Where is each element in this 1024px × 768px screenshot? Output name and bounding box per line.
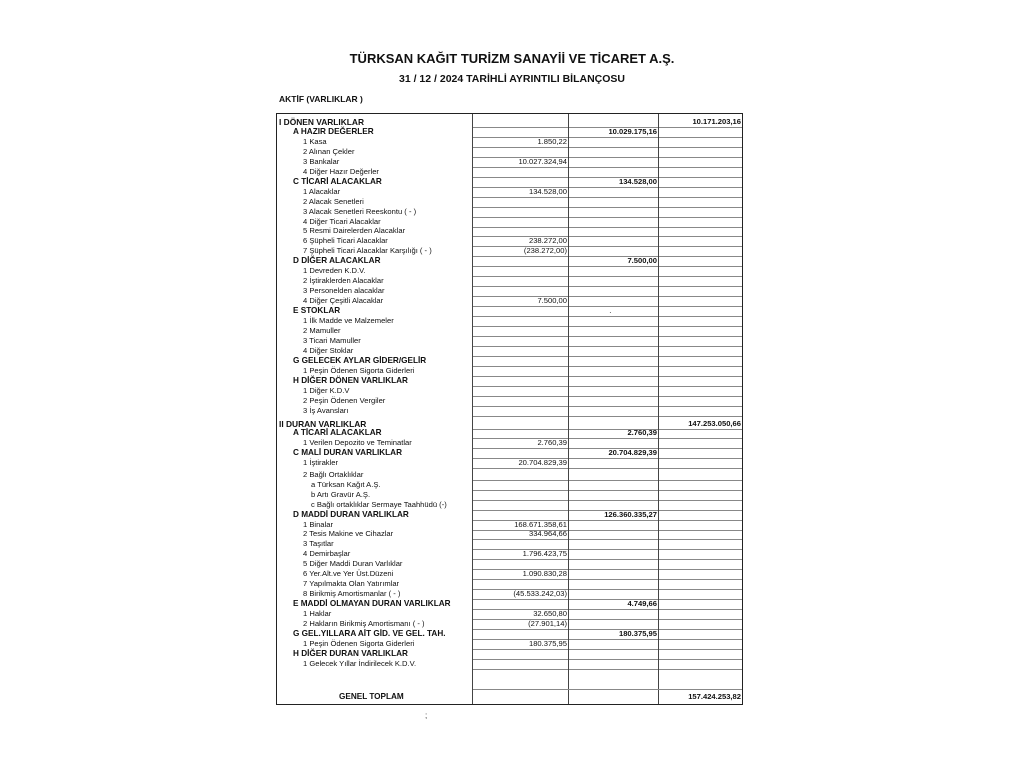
table-row — [277, 458, 742, 468]
table-row — [277, 649, 742, 659]
row-label: 1 Haklar — [303, 609, 332, 619]
row-label: 3 Bankalar — [303, 156, 340, 166]
total-row — [277, 692, 742, 702]
table-row — [277, 609, 742, 619]
row-label: 4 Diğer Stoklar — [303, 345, 354, 355]
row-label: 3 Ticari Mamuller — [303, 335, 361, 345]
row-label: 6 Yer.Alt.ve Yer Üst.Düzeni — [303, 569, 394, 579]
row-label: 2 Mamuller — [303, 325, 341, 335]
cell-rule — [473, 669, 568, 670]
table-row — [277, 177, 742, 187]
table-row — [277, 376, 742, 386]
amount-c1: 134.528,00 — [528, 186, 567, 196]
row-label: 3 Alacak Senetleri Reeskontu ( - ) — [303, 206, 417, 216]
table-row — [277, 236, 742, 246]
table-row — [277, 386, 742, 396]
row-label: c Bağlı ortaklıklar Sermaye Taahhüdü (-) — [311, 499, 447, 509]
table-row — [277, 266, 742, 276]
amount-c1: 238.272,00 — [528, 236, 567, 246]
table-row — [277, 366, 742, 376]
amount-c2: 134.528,00 — [618, 176, 657, 186]
row-label: 1 Peşin Ödenen Sigorta Giderleri — [303, 365, 415, 375]
table-row — [277, 127, 742, 137]
amount-c2: 7.500,00 — [627, 256, 657, 266]
amount-c2: 10.029.175,16 — [608, 126, 657, 136]
row-label: 7 Şüpheli Ticari Alacaklar Karşılığı ( - ) — [303, 246, 432, 256]
row-label: 1 Binalar — [303, 519, 333, 529]
row-label: G GELECEK AYLAR GİDER/GELİR — [293, 355, 427, 365]
total-label: GENEL TOPLAM — [339, 692, 404, 701]
table-row — [277, 490, 742, 500]
table-row — [277, 639, 742, 649]
row-label: 5 Diğer Maddi Duran Varlıklar — [303, 559, 403, 569]
row-label: 4 Diğer Çeşitli Alacaklar — [303, 296, 384, 306]
table-row — [277, 419, 742, 429]
table-row — [277, 167, 742, 177]
table-row — [277, 589, 742, 599]
row-label: E MADDİ OLMAYAN DURAN VARLIKLAR — [293, 599, 451, 609]
row-label: 1 Gelecek Yıllar İndirilecek K.D.V. — [303, 658, 417, 668]
amount-c3: 10.171.203,16 — [692, 117, 741, 126]
table-row — [277, 117, 742, 127]
amount-c1: (27.901,14) — [528, 619, 567, 628]
row-label: 2 Peşin Ödenen Vergiler — [303, 395, 386, 405]
cell-rule — [569, 669, 658, 670]
table-row — [277, 197, 742, 207]
report-title: 31 / 12 / 2024 TARİHLİ AYRINTILI BİLANÇOSU — [399, 73, 625, 85]
row-label: 4 Diğer Ticari Alacaklar — [303, 216, 381, 226]
row-label: 1 Alacaklar — [303, 186, 341, 196]
amount-c1: (238.272,00) — [523, 246, 567, 256]
row-label: H DİĞER DURAN VARLIKLAR — [293, 648, 408, 658]
row-label: b Artı Gravür A.Ş. — [311, 489, 371, 499]
table-row — [277, 256, 742, 266]
table-row — [277, 520, 742, 530]
row-label: 8 Birikmiş Amortismanlar ( - ) — [303, 589, 401, 599]
row-label: H DİĞER DÖNEN VARLIKLAR — [293, 375, 408, 385]
row-label: 1 Diğer K.D.V — [303, 385, 350, 395]
row-label: 1 Verilen Depozito ve Teminatlar — [303, 438, 412, 448]
balance-sheet-table — [276, 113, 743, 705]
row-label: 3 Personelden alacaklar — [303, 286, 385, 296]
table-row — [277, 619, 742, 629]
table-row — [277, 246, 742, 256]
table-row — [277, 306, 742, 316]
company-title: TÜRKSAN KAĞIT TURİZM SANAYİİ VE TİCARET A.Ş. — [349, 51, 675, 66]
table-row — [277, 559, 742, 569]
amount-c1: 32.650,80 — [533, 609, 567, 619]
total-rule — [473, 689, 742, 690]
section-label: AKTİF (VARLIKLAR ) — [279, 94, 363, 104]
row-label: A TİCARİ ALACAKLAR — [293, 428, 382, 438]
table-row — [277, 599, 742, 609]
row-label: E STOKLAR — [293, 306, 341, 316]
row-label: 2 İştiraklerden Alacaklar — [303, 276, 384, 286]
table-row — [277, 137, 742, 147]
amount-c1: 10.027.324,94 — [518, 156, 567, 166]
row-label: II DURAN VARLIKLAR — [279, 418, 367, 429]
amount-c1: 1.090.830,28 — [522, 569, 567, 579]
row-label: 5 Resmi Dairelerden Alacaklar — [303, 226, 406, 236]
row-label: 1 Kasa — [303, 136, 327, 146]
table-row — [277, 207, 742, 217]
amount-c1: 1.850,22 — [537, 136, 567, 146]
table-row — [277, 510, 742, 520]
table-row — [277, 569, 742, 579]
table-row — [277, 326, 742, 336]
row-label: A HAZIR DEĞERLER — [293, 126, 374, 136]
row-label: 2 Bağlı Ortaklıklar — [303, 469, 364, 479]
amount-c2: 126.360.335,27 — [604, 509, 657, 519]
amount-c1: 334.964,66 — [528, 529, 567, 539]
table-row — [277, 659, 742, 669]
row-label: D DİĞER ALACAKLAR — [293, 256, 381, 266]
table-row — [277, 147, 742, 157]
cell-rule — [473, 416, 568, 417]
row-label: 2 Alınan Çekler — [303, 146, 355, 156]
row-label: C MALİ DURAN VARLIKLAR — [293, 448, 403, 458]
table-row — [277, 286, 742, 296]
row-label: G GEL.YILLARA AİT GİD. VE GEL. TAH. — [293, 628, 446, 638]
table-row — [277, 448, 742, 458]
row-label: 1 İlk Madde ve Malzemeler — [303, 316, 394, 325]
amount-c3: 147.253.050,66 — [688, 418, 741, 428]
amount-c1: 1.796.423,75 — [522, 549, 567, 559]
row-label: 4 Diğer Hazır Değerler — [303, 166, 379, 176]
table-row — [277, 276, 742, 286]
table-row — [277, 356, 742, 366]
amount-c1: 168.671.358,61 — [514, 519, 567, 529]
row-label: C TİCARİ ALACAKLAR — [293, 176, 382, 186]
row-label: D MADDİ DURAN VARLIKLAR — [293, 509, 409, 519]
table-row — [277, 529, 742, 539]
row-label: 1 İştirakler — [303, 458, 339, 468]
row-label: 2 Hakların Birikmiş Amortismanı ( - ) — [303, 619, 425, 628]
row-label: I DÖNEN VARLIKLAR — [279, 117, 364, 127]
table-row — [277, 316, 742, 326]
table-row — [277, 226, 742, 236]
row-label: a Türksan Kağıt A.Ş. — [311, 479, 381, 489]
amount-c1: 180.375,95 — [528, 638, 567, 648]
table-row — [277, 428, 742, 438]
row-label: 2 Tesis Makine ve Cihazlar — [303, 529, 394, 539]
table-row — [277, 346, 742, 356]
amount-c2: 2.760,39 — [627, 428, 657, 438]
amount-c1: (45.533.242,03) — [513, 589, 567, 599]
table-row — [277, 539, 742, 549]
table-row — [277, 500, 742, 510]
table-row — [277, 579, 742, 589]
table-row — [277, 296, 742, 306]
table-row — [277, 217, 742, 227]
row-label: 6 Şüpheli Ticari Alacaklar — [303, 236, 388, 246]
scan-speck: ; — [425, 711, 428, 720]
table-row — [277, 629, 742, 639]
amount-c2: 20.704.829,39 — [608, 448, 657, 458]
table-row — [277, 480, 742, 490]
row-label: 1 Devreden K.D.V. — [303, 266, 366, 276]
table-row — [277, 157, 742, 167]
cell-rule — [659, 416, 742, 417]
table-row — [277, 396, 742, 406]
table-row — [277, 470, 742, 480]
total-amount: 157.424.253,82 — [688, 692, 741, 701]
scan-speck: · — [609, 308, 612, 317]
amount-c1: 2.760,39 — [537, 438, 567, 448]
cell-rule — [659, 669, 742, 670]
row-label: 4 Demirbaşlar — [303, 549, 351, 559]
row-label: 3 Taşıtlar — [303, 539, 334, 549]
table-row — [277, 549, 742, 559]
row-label: 1 Peşin Ödenen Sigorta Giderleri — [303, 638, 415, 648]
amount-c1: 7.500,00 — [537, 296, 567, 306]
table-row — [277, 406, 742, 416]
amount-c1: 20.704.829,39 — [518, 458, 567, 468]
row-label: 7 Yapılmakta Olan Yatırımlar — [303, 579, 400, 589]
table-row — [277, 336, 742, 346]
row-label: 2 Alacak Senetleri — [303, 196, 364, 206]
cell-rule — [569, 416, 658, 417]
table-row — [277, 438, 742, 448]
table-row — [277, 187, 742, 197]
amount-c2: 4.749,66 — [627, 599, 657, 609]
amount-c2: 180.375,95 — [618, 628, 657, 638]
row-label: 3 İş Avansları — [303, 405, 349, 415]
